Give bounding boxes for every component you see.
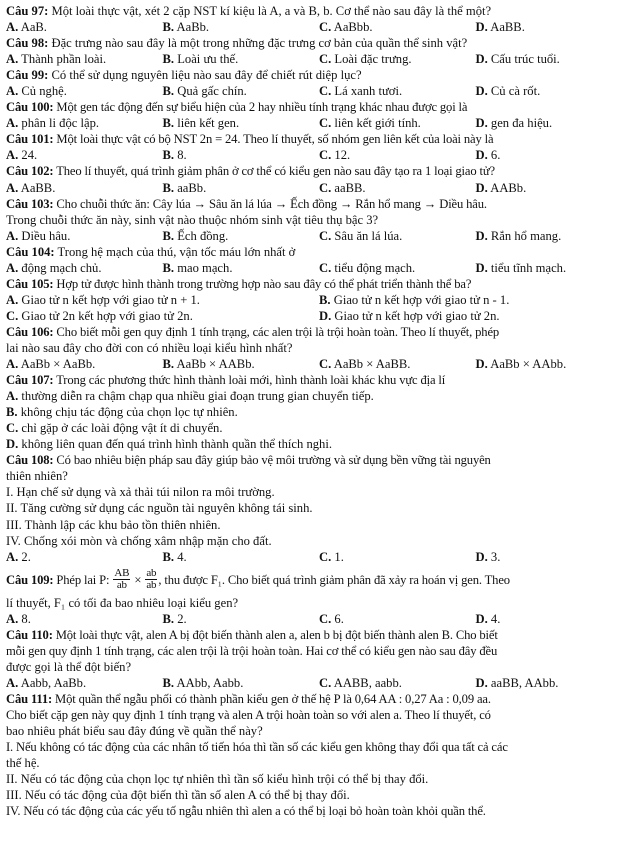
options-102	[6, 180, 632, 196]
question-111-line3: bao nhiêu phát biểu sau đây đúng về quần thể này?	[6, 724, 263, 739]
options-105-row2	[6, 308, 632, 324]
options-107-d	[6, 436, 632, 452]
option[interactable]: A. Củ nghệ.	[6, 84, 67, 99]
option[interactable]: B. Quả gấc chín.	[162, 84, 247, 99]
options-107-a	[6, 388, 632, 404]
option[interactable]: B. 4.	[162, 549, 187, 564]
question-102: Câu 102: Theo lí thuyết, quá trình giảm phân ở cơ thể có kiểu gen nào sau đây tạo ra 1 loại giao tử?	[6, 164, 495, 179]
question-103: Câu 103: Cho chuỗi thức ăn: Cây lúa → Sâu ăn lá lúa → Ếch đồng → Rắn hổ mang → Diều hâu.	[6, 196, 487, 211]
question-98: Câu 98: Đặc trưng nào sau đây là một trong những đặc trưng cơ bản của quần thể sinh vật?	[6, 36, 468, 51]
option[interactable]: C. 6.	[319, 611, 344, 626]
question-111: Câu 111: Một quần thể ngẫu phối có thành phần kiểu gen ở thế hệ P là 0,64 AA : 0,27 Aa : 0,09 aa.	[6, 691, 491, 706]
statement: III. Thành lập các khu bảo tồn thiên nhiên.	[6, 517, 221, 532]
option[interactable]: A. Thành phần loài.	[6, 52, 107, 67]
option[interactable]: D. 3.	[475, 549, 501, 564]
question-110-line3: được gọi là thể đột biến?	[6, 659, 132, 674]
question-100: Câu 100: Một gen tác động đến sự biểu hiện của 2 hay nhiều tính trạng khác nhau được gọi là	[6, 100, 468, 115]
options-105-row1	[6, 292, 632, 308]
option[interactable]: C. chỉ gặp ở các loài động vật ít di chuyển.	[6, 421, 223, 436]
option[interactable]: B. Ếch đồng.	[162, 228, 229, 243]
question-105: Câu 105: Hợp tử được hình thành trong trường hợp nào sau đây có thể phát triển thành thể ba?	[6, 276, 472, 291]
option[interactable]: B. AaBb.	[162, 20, 210, 35]
genotype-fraction-2: $\frac{ab}{ab}$	[146, 567, 157, 592]
options-108	[6, 549, 632, 565]
option[interactable]: B. liên kết gen.	[162, 116, 240, 131]
options-109	[6, 611, 632, 627]
statement: IV. Nếu có tác động của các yếu tố ngẫu nhiên thì alen a có thể bị loại bỏ hoàn toàn khỏi quần thể.	[6, 804, 486, 819]
option[interactable]: D. Rắn hổ mang.	[475, 228, 562, 243]
question-108-line2: thiên nhiên?	[6, 469, 68, 484]
question-107: Câu 107: Trong các phương thức hình thành loài mới, hình thành loài khác khu vực địa lí	[6, 373, 446, 388]
option[interactable]: C. AABB, aabb.	[319, 675, 402, 690]
question-109: Câu 109: Phép lai P: $\frac{AB}{ab}$ × $\frac{ab}{ab}$ , thu được F₁. Cho biết quá trình giảm phân đã xảy ra hoán vị gen. Theo	[6, 567, 510, 592]
option[interactable]: A. Diều hâu.	[6, 228, 71, 243]
option[interactable]: B. aaBb.	[162, 180, 207, 195]
option[interactable]: B. 8.	[162, 148, 187, 163]
option[interactable]: C. AaBb × AaBB.	[319, 357, 411, 372]
statement: I. Nếu không có tác động của các nhân tố tiến hóa thì tần số các kiểu gen không thay đổi qua tất cả các	[6, 740, 508, 755]
option[interactable]: D. không liên quan đến quá trình hình thành quần thể thích nghi.	[6, 437, 332, 452]
question-101: Câu 101: Một loài thực vật có bộ NST 2n = 24. Theo lí thuyết, số nhóm gen liên kết của loài này là	[6, 132, 494, 147]
options-107-c	[6, 420, 632, 436]
option[interactable]: D. tiểu tĩnh mạch.	[475, 260, 567, 275]
options-106	[6, 356, 632, 372]
option[interactable]: D. aaBB, AAbb.	[475, 675, 559, 690]
option[interactable]: C. AaBbb.	[319, 20, 373, 35]
question-108: Câu 108: Có bao nhiêu biện pháp sau đây giúp bảo vệ môi trường và sử dụng bền vững tài nguyên	[6, 453, 491, 468]
option[interactable]: B. AAbb, Aabb.	[162, 675, 244, 690]
option[interactable]: C. Sâu ăn lá lúa.	[319, 228, 403, 243]
question-103-line2: Trong chuỗi thức ăn này, sinh vật nào thuộc nhóm sinh vật tiêu thụ bậc 3?	[6, 212, 379, 227]
question-106-line2: lai nào sau đây cho đời con có nhiều loại kiểu hình nhất?	[6, 340, 293, 355]
option[interactable]: D. 4.	[475, 611, 501, 626]
option[interactable]: D. 6.	[475, 148, 501, 163]
options-98	[6, 51, 632, 67]
option[interactable]: C. Lá xanh tươi.	[319, 84, 403, 99]
options-104	[6, 260, 632, 276]
option[interactable]: D. Giao tử n kết hợp với giao tử 2n.	[319, 308, 500, 323]
option[interactable]: A. 8.	[6, 611, 31, 626]
option[interactable]: A. động mạch chủ.	[6, 260, 102, 275]
options-107-b	[6, 404, 632, 420]
option[interactable]: D. AABb.	[475, 180, 527, 195]
question-110-line2: mỗi gen quy định 1 tính trạng, các alen trội là trội hoàn toàn. Hai cơ thể có kiểu gen nào sau đây đều	[6, 643, 498, 658]
option[interactable]: B. Giao tử n kết hợp với giao tử n - 1.	[319, 292, 510, 307]
statement: thế hệ.	[6, 756, 40, 771]
options-100	[6, 115, 632, 131]
option[interactable]: A. 2.	[6, 549, 31, 564]
option[interactable]: D. AaBB.	[475, 20, 525, 35]
option[interactable]: A. thường diễn ra chậm chạp qua nhiều giai đoạn trung gian chuyển tiếp.	[6, 389, 374, 404]
question-99: Câu 99: Có thể sử dụng nguyên liệu nào sau đây để chiết rút diệp lục?	[6, 68, 362, 83]
option[interactable]: C. Loài đặc trưng.	[319, 52, 412, 67]
question-109-line2: lí thuyết, F₁ có tối đa bao nhiêu loại kiểu gen?	[6, 595, 239, 610]
option[interactable]: D. AaBb × AAbb.	[475, 357, 567, 372]
option[interactable]: C. aaBB.	[319, 180, 366, 195]
options-101	[6, 147, 632, 163]
option[interactable]: A. phân li độc lập.	[6, 116, 100, 131]
option[interactable]: A. AaB.	[6, 20, 47, 35]
options-103	[6, 228, 632, 244]
option[interactable]: D. gen đa hiệu.	[475, 116, 553, 131]
options-110	[6, 675, 632, 691]
options-99	[6, 83, 632, 99]
option[interactable]: B. không chịu tác động của chọn lọc tự nhiên.	[6, 405, 238, 420]
statement: I. Hạn chế sử dụng và xả thải túi nilon ra môi trường.	[6, 485, 275, 500]
option[interactable]: C. liên kết giới tính.	[319, 116, 421, 131]
option[interactable]: B. Loài ưu thế.	[162, 52, 239, 67]
option[interactable]: D. Cấu trúc tuổi.	[475, 52, 560, 67]
option[interactable]: A. Giao tử n kết hợp với giao tử n + 1.	[6, 292, 200, 307]
options-97	[6, 19, 632, 35]
question-106: Câu 106: Cho biết mỗi gen quy định 1 tính trạng, các alen trội là trội hoàn toàn. Theo lí thuyết, phép	[6, 324, 500, 339]
question-110: Câu 110: Một loài thực vật, alen A bị đột biến thành alen a, alen b bị đột biến thành alen B. Cho biết	[6, 627, 498, 642]
option[interactable]: A. AaBB.	[6, 180, 56, 195]
statement: IV. Chống xói mòn và chống xâm nhập mặn cho đất.	[6, 533, 272, 548]
question-104: Câu 104: Trong hệ mạch của thú, vận tốc máu lớn nhất ở	[6, 244, 296, 259]
option[interactable]: A. 24.	[6, 148, 38, 163]
option[interactable]: D. Củ cà rốt.	[475, 84, 541, 99]
option[interactable]: C. tiểu động mạch.	[319, 260, 416, 275]
genotype-fraction-1: $\frac{AB}{ab}$	[114, 567, 130, 592]
option[interactable]: B. 2.	[162, 611, 187, 626]
option[interactable]: B. mao mạch.	[162, 260, 233, 275]
option[interactable]: A. Aabb, AaBb.	[6, 675, 87, 690]
statement: III. Nếu có tác động của đột biến thì tần số alen A có thể bị thay đổi.	[6, 788, 350, 803]
question-111-line2: Cho biết cặp gen này quy định 1 tính trạng và alen A trội hoàn toàn so với alen a. Theo lí thuyết, có	[6, 707, 491, 722]
option[interactable]: A. AaBb × AaBb.	[6, 357, 96, 372]
option[interactable]: C. Giao tử 2n kết hợp với giao tử 2n.	[6, 308, 193, 323]
statement: II. Nếu có tác động của chọn lọc tự nhiên thì tần số kiểu hình trội có thể bị thay đổi.	[6, 772, 429, 787]
question-97: Câu 97: Một loài thực vật, xét 2 cặp NST kí kiệu là A, a và B, b. Cơ thể nào sau đây là thể một?	[6, 4, 492, 18]
statement: II. Tăng cường sử dụng các nguồn tài nguyên không tái sinh.	[6, 501, 313, 516]
option[interactable]: C. 12.	[319, 148, 351, 163]
option[interactable]: C. 1.	[319, 549, 344, 564]
option[interactable]: B. AaBb × AABb.	[162, 357, 255, 372]
